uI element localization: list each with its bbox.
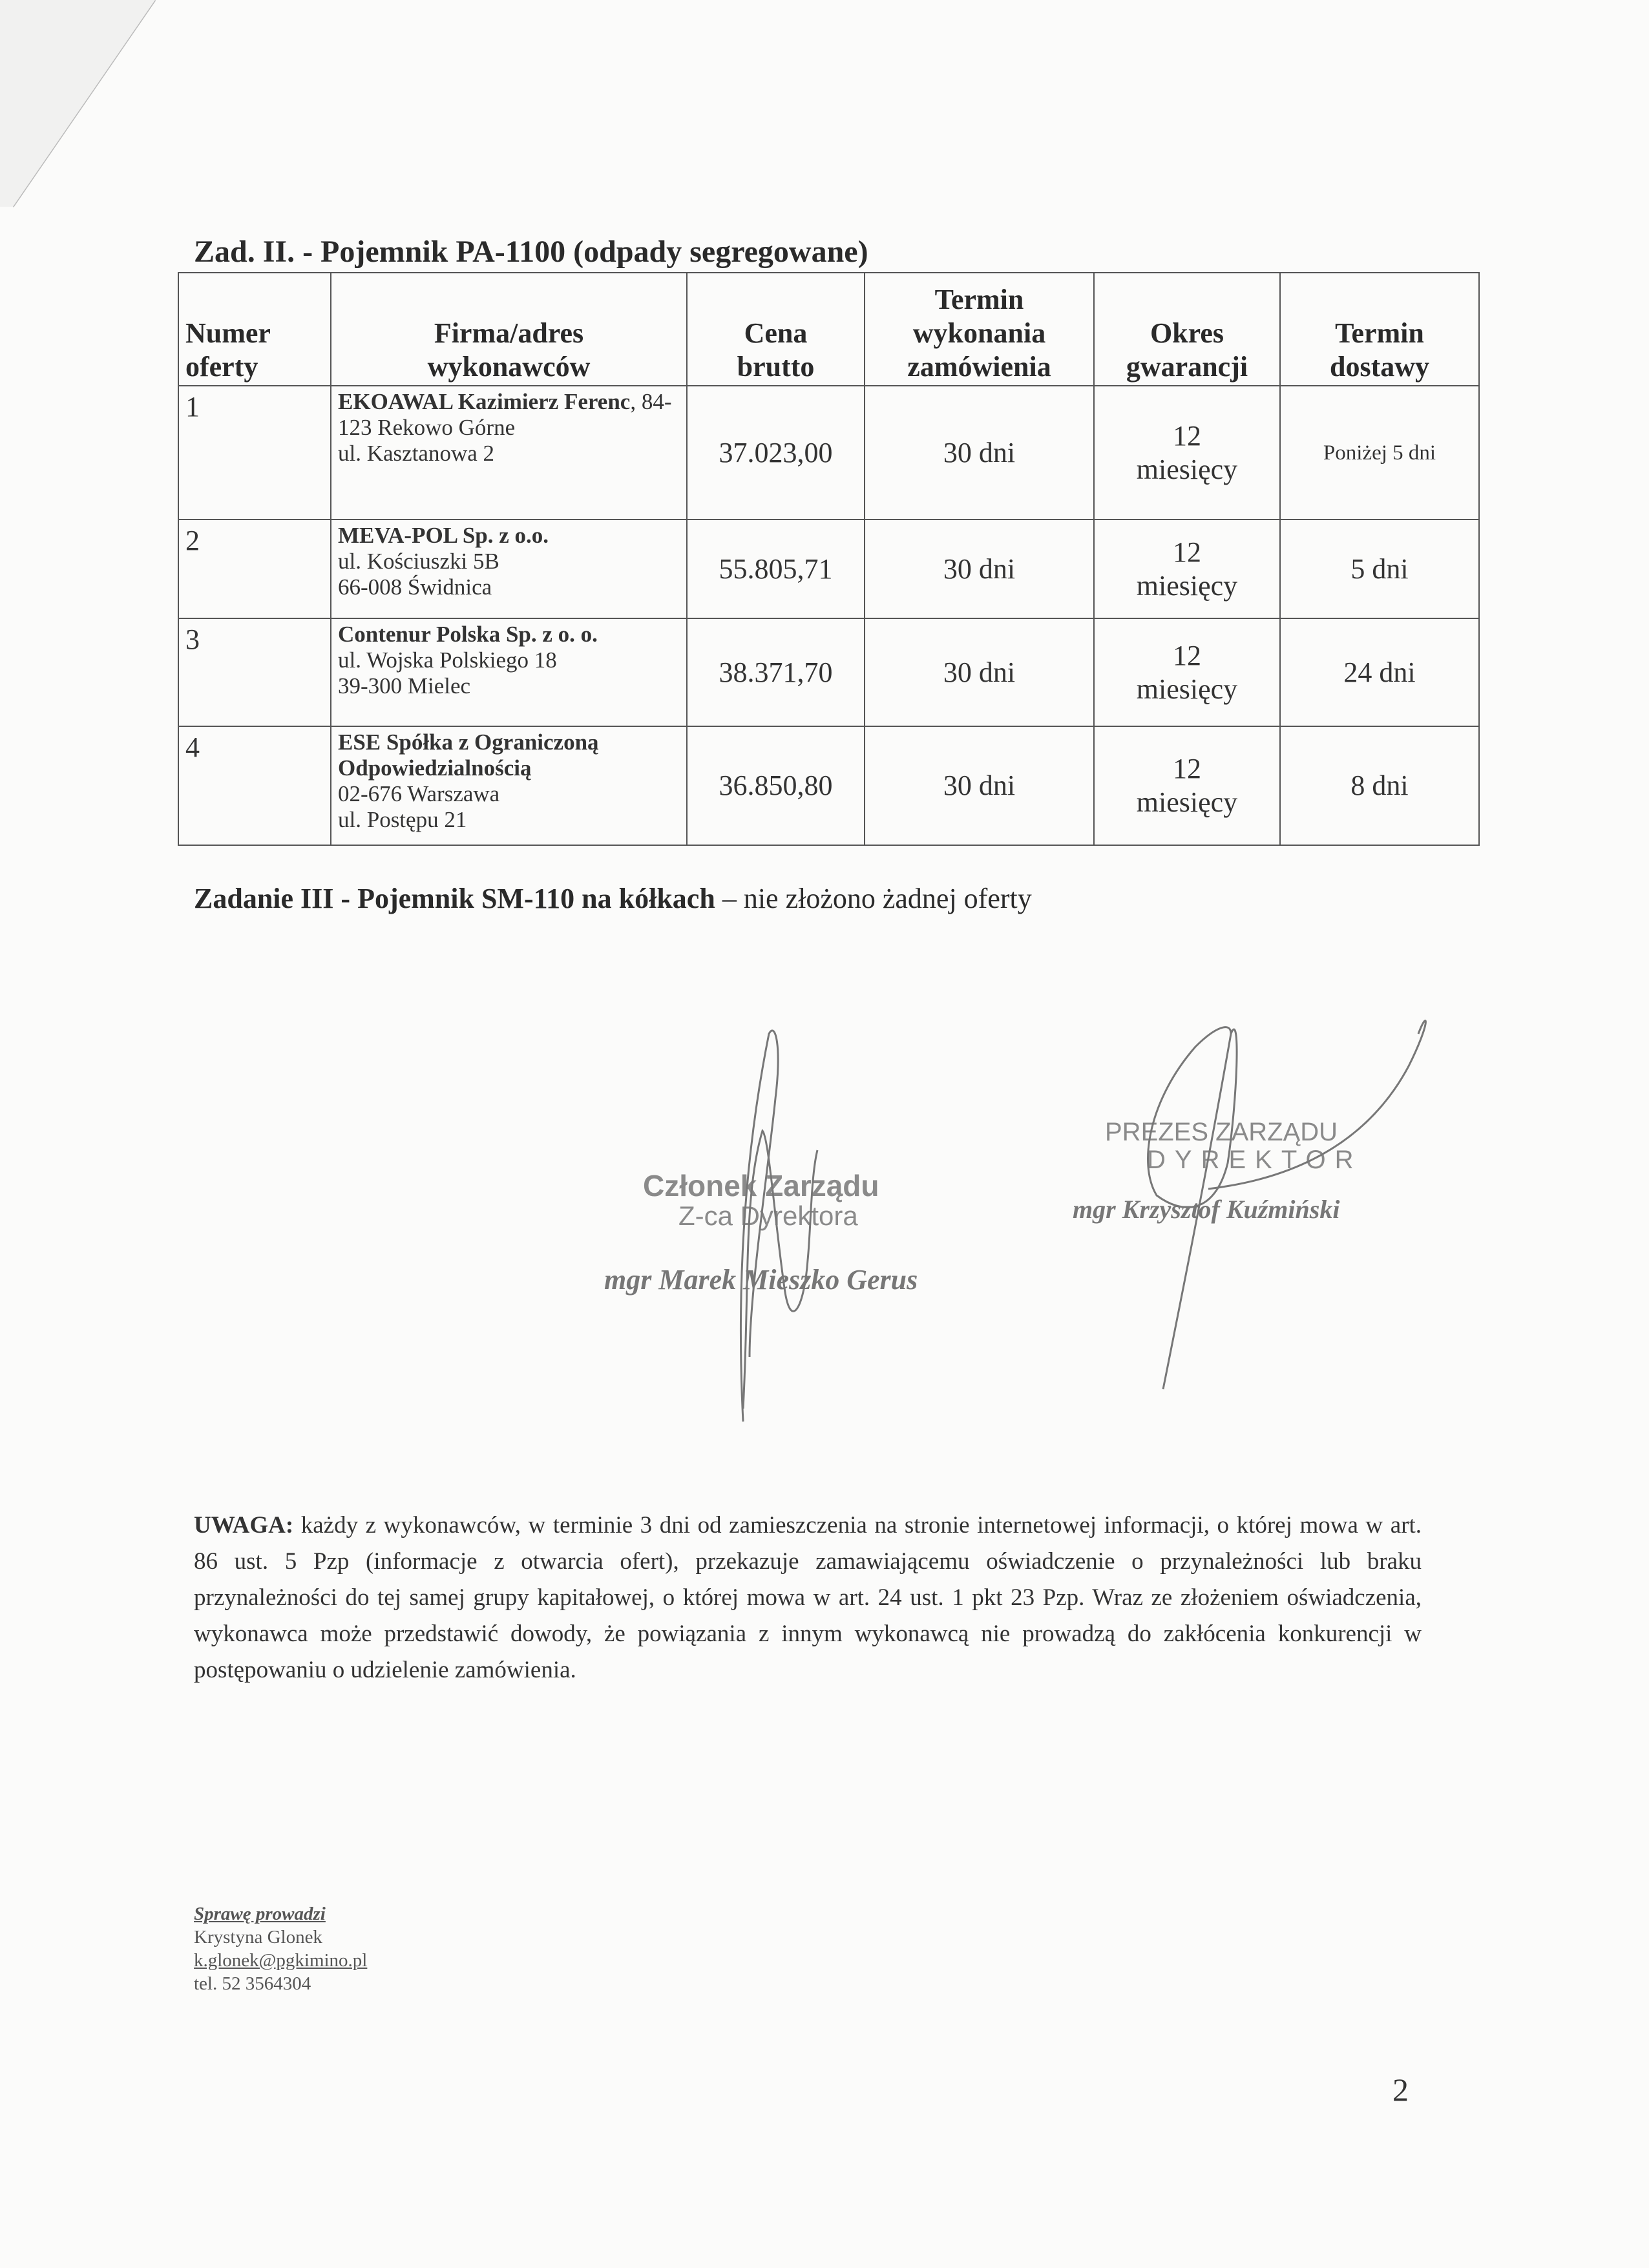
firm-cell: Contenur Polska Sp. z o. o. ul. Wojska Polskiego 18 39-300 Mielec xyxy=(331,618,687,726)
stamp-right-line1: PREZES ZARZĄDU xyxy=(1105,1118,1338,1146)
header-offer-number: Numer oferty xyxy=(178,273,331,386)
delivery-term: 5 dni xyxy=(1280,520,1479,618)
offer-number: 3 xyxy=(178,618,331,726)
warranty: 12 miesięcy xyxy=(1094,618,1280,726)
stamp-left-name: mgr Marek Mieszko Gerus xyxy=(604,1264,918,1296)
price: 36.850,80 xyxy=(687,726,865,845)
contact-email-link[interactable]: k.glonek@pgkimino.pl xyxy=(194,1950,368,1971)
table-row xyxy=(178,386,1479,520)
price: 55.805,71 xyxy=(687,520,865,618)
header-execution-term: Termin wykonania zamówienia xyxy=(865,273,1094,386)
offer-number: 4 xyxy=(178,726,331,845)
offer-number: 2 xyxy=(178,520,331,618)
table-row xyxy=(178,520,1479,618)
delivery-term: Poniżej 5 dni xyxy=(1280,386,1479,520)
stamp-left-line2: Z-ca Dyrektora xyxy=(678,1201,858,1231)
execution-term: 30 dni xyxy=(865,386,1094,520)
contact-block xyxy=(194,1902,367,1995)
section-title: Zad. II. - Pojemnik PA-1100 (odpady segregowane) xyxy=(194,235,868,269)
table-header-row xyxy=(178,273,1479,386)
header-warranty: Okres gwarancji xyxy=(1094,273,1280,386)
offer-number: 1 xyxy=(178,386,331,520)
price: 38.371,70 xyxy=(687,618,865,726)
stamp-right-name: mgr Krzysztof Kuźmiński xyxy=(1073,1195,1340,1224)
warranty: 12 miesięcy xyxy=(1094,520,1280,618)
warranty: 12 miesięcy xyxy=(1094,726,1280,845)
delivery-term: 24 dni xyxy=(1280,618,1479,726)
header-delivery: Termin dostawy xyxy=(1280,273,1479,386)
task3-status: Zadanie III - Pojemnik SM-110 na kółkach – nie złożono żadnej oferty xyxy=(194,883,1032,914)
firm-cell: MEVA-POL Sp. z o.o. ul. Kościuszki 5B 66-008 Świdnica xyxy=(331,520,687,618)
firm-cell: ESE Spółka z Ograniczoną Odpowiedzialnością 02-676 Warszawa ul. Postępu 21 xyxy=(331,726,687,845)
contact-phone: tel. 52 3564304 xyxy=(194,1973,311,1994)
page-number: 2 xyxy=(1392,2072,1409,2108)
stamp-right-line2: DYREKTOR xyxy=(1147,1146,1363,1174)
contact-name: Krystyna Glonek xyxy=(194,1927,322,1948)
offers-table xyxy=(178,272,1480,846)
header-price: Cena brutto xyxy=(687,273,865,386)
notice-paragraph: UWAGA: każdy z wykonawców, w terminie 3 dni od zamieszczenia na stronie internetowej informacji, o której mowa w art. 86 ust. 5 Pzp (informacje z otwarcia ofert), przekazuje zamawiającemu oświadczenie o przynależności lub braku przynależności do tej samej grupy kapitałowej, o której mowa w art. 24 ust. 1 pkt 23 Pzp. Wraz ze złożeniem oświadczenia, wykonawca może przedstawić dowody, że powiązania z innym wykonawcą nie prowadzą do zakłócenia konkurencji w postępowaniu o udzielenie zamówienia. xyxy=(194,1512,1422,1683)
header-firm: Firma/adres wykonawców xyxy=(331,273,687,386)
execution-term: 30 dni xyxy=(865,520,1094,618)
table-row xyxy=(178,726,1479,845)
price: 37.023,00 xyxy=(687,386,865,520)
scan-edge-artifact xyxy=(0,0,168,213)
stamp-left-line1: Członek Zarządu xyxy=(643,1169,879,1202)
warranty: 12 miesięcy xyxy=(1094,386,1280,520)
execution-term: 30 dni xyxy=(865,726,1094,845)
execution-term: 30 dni xyxy=(865,618,1094,726)
delivery-term: 8 dni xyxy=(1280,726,1479,845)
table-row xyxy=(178,618,1479,726)
firm-cell: EKOAWAL Kazimierz Ferenc, 84-123 Rekowo Górne ul. Kasztanowa 2 xyxy=(331,386,687,520)
contact-heading: Sprawę prowadzi xyxy=(194,1904,326,1924)
